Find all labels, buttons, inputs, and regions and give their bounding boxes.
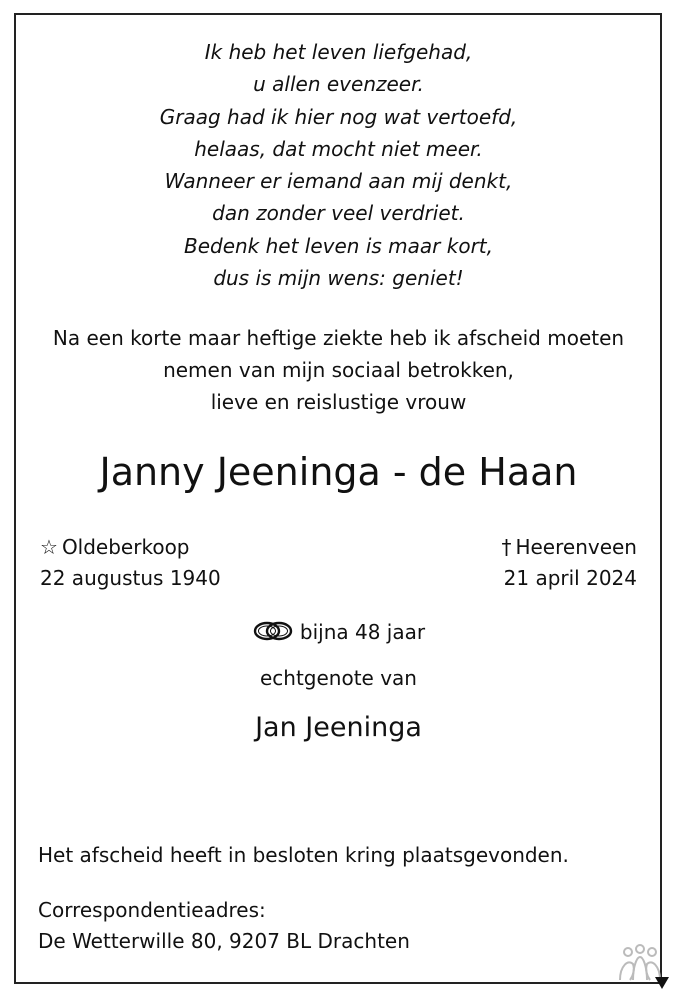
- poem: [0, 36, 677, 294]
- poem-line: dus is mijn wens: geniet!: [213, 266, 464, 291]
- wedding-rings-icon: [252, 619, 294, 643]
- intro-line: lieve en reislustige vrouw: [210, 390, 467, 414]
- poem-line: dan zonder veel verdriet.: [212, 201, 465, 226]
- correspondence-label: Correspondentieadres:: [38, 898, 266, 922]
- farewell-text: Het afscheid heeft in besloten kring plaatsgevonden.: [38, 843, 569, 867]
- cross-icon: †: [501, 535, 512, 559]
- poem-line: Ik heb het leven liefgehad,: [204, 40, 473, 64]
- death-info: [501, 532, 637, 594]
- birth-info: [40, 532, 221, 594]
- poem-line: Bedenk het leven is maar kort,: [183, 233, 493, 258]
- birth-date: 22 augustus 1940: [40, 566, 221, 590]
- correspondence: [38, 895, 410, 957]
- death-date: 21 april 2024: [503, 566, 637, 590]
- marriage-info: [0, 617, 677, 647]
- intro-text: [0, 322, 677, 418]
- spouse-intro: echtgenote van: [259, 666, 417, 690]
- birth-place: Oldeberkoop: [61, 535, 190, 559]
- poem-line: helaas, dat mocht niet meer.: [194, 136, 483, 161]
- scroll-down-arrow-icon[interactable]: [655, 977, 669, 989]
- deceased-name: Janny Jeeninga - de Haan: [99, 450, 578, 494]
- correspondence-address: De Wetterwille 80, 9207 BL Drachten: [38, 929, 410, 953]
- poem-line: u allen evenzeer.: [253, 72, 424, 97]
- marriage-duration: bijna 48 jaar: [299, 620, 426, 644]
- intro-line: Na een korte maar heftige ziekte heb ik afscheid moeten: [52, 326, 625, 350]
- poem-line: Wanneer er iemand aan mij denkt,: [164, 169, 513, 194]
- poem-line: Graag had ik hier nog wat vertoefd,: [159, 104, 518, 129]
- death-place: Heerenveen: [515, 535, 637, 559]
- spouse-name: Jan Jeeninga: [255, 712, 422, 743]
- intro-line: nemen van mijn sociaal betrokken,: [163, 358, 514, 382]
- star-icon: ☆: [40, 535, 58, 559]
